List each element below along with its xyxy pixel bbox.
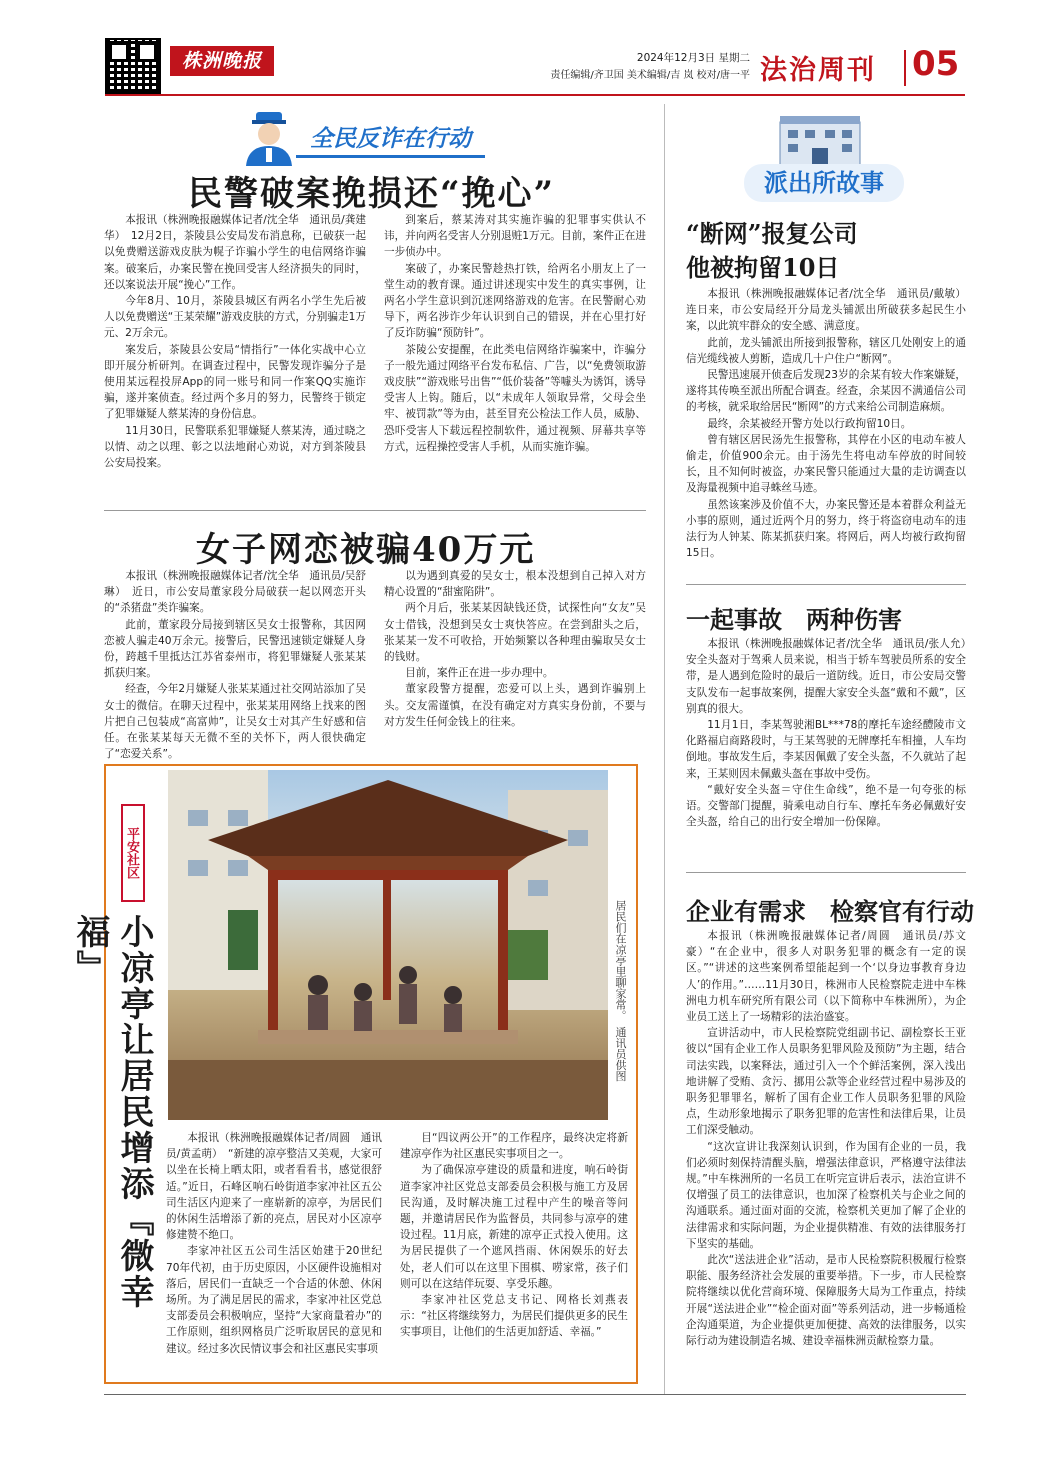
page-number: 05 bbox=[912, 44, 960, 84]
community-headline bbox=[70, 914, 156, 1354]
paragraph: 案破了，办案民警趁热打铁，给两名小朋友上了一堂生动的教育课。通过讲述现实中发生的真实事例，让两名小学生意识到沉迷网络游戏的危害。在民警耐心劝导下，两名涉诈少年认识到自己的错误，并在心里打好了反诈防骗“预防针”。 bbox=[384, 262, 646, 340]
logo-text: 株洲晚报 bbox=[181, 50, 262, 72]
divider bbox=[686, 872, 966, 873]
paragraph: 为了确保凉亭建设的质量和进度，响石岭街道李家冲社区党总支部委员会积极与施工方及居民沟通，及时解决施工过程中产生的噪音等问题，并邀请居民作为监督员，共同参与凉亭的建设过程。11月底，新建的凉亭正式投入使用。这为居民提供了一个遮风挡雨、休闲娱乐的好去处，老人们可以在这里下围棋、唠家常，孩子们则可以在这结伴玩耍、享受乐趣。 bbox=[400, 1164, 628, 1290]
community-photo bbox=[168, 770, 608, 1120]
paragraph: 本报讯（株洲晚报融媒体记者/沈全华 通讯员/戴敏）连日来，市公安局经开分局龙头铺派出所破获多起民生小案，以此筑牢群众的安全感、满意度。 bbox=[686, 288, 966, 333]
banner-left-title: 全民反诈在行动 bbox=[296, 118, 485, 158]
masthead-divider bbox=[904, 50, 906, 86]
police-station-icon bbox=[770, 112, 870, 170]
paragraph: 此次“送法进企业”活动，是市人民检察院积极履行检察职能、服务经济社会发展的重要举措。下一步，市人民检察院将继续以优化营商环境、保障服务大局为工作重点，持续开展“送法进企业”“检企面对面”等系列活动，进一步畅通检企沟通渠道，为企业提供更加便捷、高效的法律服务，以实际行动为建设制造名城、建设幸福株洲贡献检察力量。 bbox=[686, 1254, 966, 1348]
community-col2 bbox=[400, 1130, 628, 1370]
paragraph: 两个月后，张某某因缺钱还贷，试探性向“女友”吴女士借钱，没想到吴女士爽快答应。在尝到甜头之后，张某某一发不可收拾，开始频繁以各种理由骗取吴女士的钱财。 bbox=[384, 602, 646, 664]
section-name: 法治周刊 bbox=[760, 55, 876, 86]
community-col1 bbox=[166, 1130, 382, 1370]
paragraph: 本报讯（株洲晚报融媒体记者/周圆 通讯员/黄孟萌） “新建的凉亭整洁又美观，大家可以坐在长椅上晒太阳，或者看看书，感觉很舒适。”近日，石峰区响石岭街道李家冲社区五公司生活区内迎来了一座崭新的凉亭，为居民们的休闲生活增添了新的亮点，居民对小区凉亭修建赞不绝口。 bbox=[166, 1132, 382, 1242]
paragraph: 曾有辖区居民汤先生报警称，其停在小区的电动车被人偷走，价值900余元。由于汤先生将电动车停放的时间较长，且不知何时被盗，办案民警只能通过大量的走访调查以及海量视频中追寻蛛丝马迹。 bbox=[686, 433, 966, 495]
date-line: 2024年12月3日 星期二 bbox=[636, 52, 750, 64]
community-tag-text: 平安社区 bbox=[124, 827, 139, 879]
divider bbox=[686, 584, 966, 585]
paragraph: “戴好安全头盔＝守住生命线”，绝不是一句夸张的标语。交警部门提醒，骑乘电动自行车、摩托车务必佩戴好安全头盔，给自己的出行安全增加一份保障。 bbox=[686, 783, 966, 829]
paragraph: 目前，案件正在进一步办理中。 bbox=[405, 667, 554, 680]
newspaper-logo bbox=[170, 46, 274, 76]
paragraph: 虽然该案涉及价值不大，办案民警还是本着群众利益无小事的原则，通过近两个月的努力，终于将盗窃电动车的违法行为人钟某、陈某抓获归案。将网后，两人均被行政拘留15日。 bbox=[686, 498, 966, 560]
banner-right-title: 派出所故事 bbox=[744, 164, 904, 202]
divider bbox=[104, 510, 646, 511]
paragraph: 此前，龙头铺派出所接到报警称，辖区几处刚安上的通信光缆线被人剪断，造成几十户住户“断网”。 bbox=[686, 336, 966, 365]
right1-headline-line2: 他被拘留10日 bbox=[686, 253, 840, 282]
paragraph: 今年8月、10月，茶陵县城区有两名小学生先后被人以免费赠送“王某荣耀”游戏皮肤的方式，分别骗走1万元、2万余元。 bbox=[104, 295, 366, 340]
article1-col2 bbox=[384, 212, 646, 492]
paragraph: 本报讯（株洲晚报融媒体记者/沈全华 通讯员/张人允） 安全头盔对于驾乘人员来说，相当于轿车驾驶员所系的安全带，是人遇到危险时的最后一道防线。近日，市公安局交警支队发布一起事故案例，提醒大家安全头盔“戴和不戴”，区别真的很大。 bbox=[686, 638, 977, 715]
paragraph: 宣讲活动中，市人民检察院党组副书记、副检察长王亚彼以“国有企业工作人员职务犯罪风险及预防”为主题，结合司法实践，以案释法，通过引入一个个鲜活案例，深入浅出地讲解了受贿、贪污、挪用公款等企业经营过程中易涉及的职务犯罪罪名，解析了国有企业工作人员职务犯罪的风险点，生动形象地揭示了职务犯罪的危害性和法律后果，让员工们深受触动。 bbox=[686, 1027, 966, 1137]
paragraph: 民警迅速展开侦查后发现23岁的余某有较大作案嫌疑，遂将其传唤至派出所配合调查。经查，余某因不满通信公司的考核，就采取给居民“断网”的方式来给公司制造麻烦。 bbox=[686, 369, 966, 414]
paragraph: 李家冲社区五公司生活区始建于20世纪70年代初，由于历史原因，小区硬件设施相对落后，居民们一直缺乏一个合适的休憩、休闲场所。为了满足居民的需求，李家冲社区党总支部委员会积极响应，坚持“大家商量着办”的工作原则，组织网格员广泛听取居民的意见和建议。经过多次民情议事会和社区惠民实事项 bbox=[166, 1245, 382, 1355]
qr-code[interactable] bbox=[105, 38, 161, 94]
paragraph: 11月1日，李某驾驶湘BL***78的摩托车途经醴陵市文化路福启商路段时，与王某驾驶的无牌摩托车相撞，人车均倒地。事故发生后，李某因佩戴了安全头盔，不久就站了起来，王某则因未佩戴头盔在事故中受伤。 bbox=[686, 719, 966, 780]
paragraph: 本报讯（株洲晚报融媒体记者/沈全华 通讯员/龚建华） 12月2日，茶陵县公安局发布消息称，已破获一起以免费赠送游戏皮肤为幌子诈骗小学生的电信网络诈骗案。破案后，办案民警在挽回受害人经济损失的同时，还以案说法开展“挽心”工作。 bbox=[104, 214, 366, 291]
article2-col1 bbox=[104, 568, 366, 761]
masthead-rule bbox=[105, 94, 965, 96]
paragraph: 茶陵公安提醒，在此类电信网络诈骗案中，诈骗分子一般先通过网络平台发布私信、广告，以“免费领取游戏皮肤”“游戏账号出售”“低价装备”等噱头为诱饵，诱导受害人上钩。随后，以“未成年人领取异常，父母会坐牢、被罚款”等为由，甚至冒充公检法工作人员，威胁、恐吓受害人下载远程控制软件，通过视频、屏幕共享等方式，远程操控受害人手机，从而实施诈骗。 bbox=[384, 343, 646, 453]
photo-caption-text: 居民们在凉亭里聊家常。 通讯员供图 bbox=[614, 900, 627, 1082]
paragraph: 经查，今年2月嫌疑人张某某通过社交网站添加了吴女士的微信。在聊天过程中，张某某用网络上找来的图片把自己包装成“高富帅”，让吴女士对其产生好感和信任。在张某某每天无微不至的关怀下，两人很快确定了“恋爱关系”。 bbox=[104, 683, 366, 761]
community-headline-text: 小凉亭让居民增添『微幸福』 bbox=[70, 914, 154, 1310]
police-mascot-icon bbox=[240, 108, 298, 166]
paragraph: 此前，董家段分局接到辖区吴女士报警称，其因网恋被人骗走40万余元。接警后，民警迅速锁定嫌疑人身份，跨越千里抵达江苏省泰州市，将犯罪嫌疑人张某某抓获归案。 bbox=[104, 618, 366, 680]
article1-col1 bbox=[104, 212, 366, 492]
paragraph: 本报讯（株洲晚报融媒体记者/周圆 通讯员/苏文豪）“在企业中，很多人对职务犯罪的概念有一定的误区。”“讲述的这些案例希望能起到一个‘以身边事教育身边人’的作用。”……11月30日，株洲市人民检察院走进中车株洲电力机车研究所有限公司（以下简称中车株洲所），为企业员工送上了一场精彩的法治盛宴。 bbox=[686, 930, 966, 1024]
right1-body bbox=[686, 286, 966, 576]
paragraph: 最终，余某被经开警方处以行政拘留10日。 bbox=[707, 417, 912, 430]
right1-headline-line1: “断网”报复公司 bbox=[686, 219, 858, 248]
editors-line: 责任编辑/齐卫国 美术编辑/吉 岚 校对/唐一平 bbox=[550, 70, 750, 81]
right3-body bbox=[686, 928, 966, 1378]
paragraph: 李家冲社区党总支书记、网格长刘燕表示：“社区将继续努力，为居民们提供更多的民生实事项目，让他们的生活更加舒适、幸福。” bbox=[400, 1294, 628, 1339]
page-bottom-rule bbox=[104, 1394, 966, 1395]
photo-caption bbox=[612, 900, 628, 1120]
paragraph: “这次宣讲让我深刻认识到，作为国有企业的一员，我们必须时刻保持清醒头脑，增强法律意识，严格遵守法律法规。”中车株洲所的一名员工在听完宣讲后表示，法治宣讲不仅增强了员工的法律意识，也加深了检察机关与企业之间的沟通联系。通过面对面的交流，检察机关更加了解了企业的法律需求和实际问题，为企业提供精准、有效的法律服务打下坚实的基础。 bbox=[686, 1140, 966, 1250]
paragraph: 11月30日，民警联系犯罪嫌疑人蔡某涛，通过晓之以情、动之以理、彰之以法地耐心劝说，对方到茶陵县公安局投案。 bbox=[104, 424, 366, 470]
paragraph: 本报讯（株洲晚报融媒体记者/沈全华 通讯员/吴舒琳） 近日，市公安局董家段分局破获一起以网恋开头的“杀猪盘”类诈骗案。 bbox=[104, 570, 366, 615]
article1-headline: 民警破案挽损还“挽心” bbox=[188, 174, 556, 214]
paragraph: 到案后，蔡某涛对其实施诈骗的犯罪事实供认不讳，并向两名受害人分别退赃1万元。目前，案件正在进一步侦办中。 bbox=[384, 214, 646, 259]
right2-body bbox=[686, 636, 977, 858]
community-tag bbox=[121, 804, 145, 902]
paragraph: 目“四议两公开”的工作程序，最终决定将新建凉亭作为社区惠民实事项目之一。 bbox=[400, 1132, 628, 1161]
paragraph: 董家段警方提醒，恋爱可以上头，遇到诈骗别上头。交友需谨慎，在没有确定对方真实身份前，不要与对方发生任何金钱上的往来。 bbox=[384, 683, 646, 728]
paragraph: 以为遇到真爱的吴女士，根本没想到自己掉入对方精心设置的“甜蜜陷阱”。 bbox=[384, 570, 646, 599]
right2-headline: 一起事故 两种伤害 bbox=[686, 605, 902, 634]
right3-headline: 企业有需求 检察官有行动 bbox=[686, 897, 974, 926]
column-divider bbox=[664, 104, 665, 1394]
article2-col2 bbox=[384, 568, 646, 748]
article2-headline: 女子网恋被骗40万元 bbox=[196, 530, 536, 570]
paragraph: 案发后，茶陵县公安局“情指行”一体化实战中心立即开展分析研判。在调查过程中，民警发现诈骗分子是使用某远程投屏App的同一账号和同一作案QQ实施诈骗，遂并案侦查。经过两个多月的努力，民警终于锁定了犯罪嫌疑人蔡某涛的身份信息。 bbox=[104, 343, 366, 421]
